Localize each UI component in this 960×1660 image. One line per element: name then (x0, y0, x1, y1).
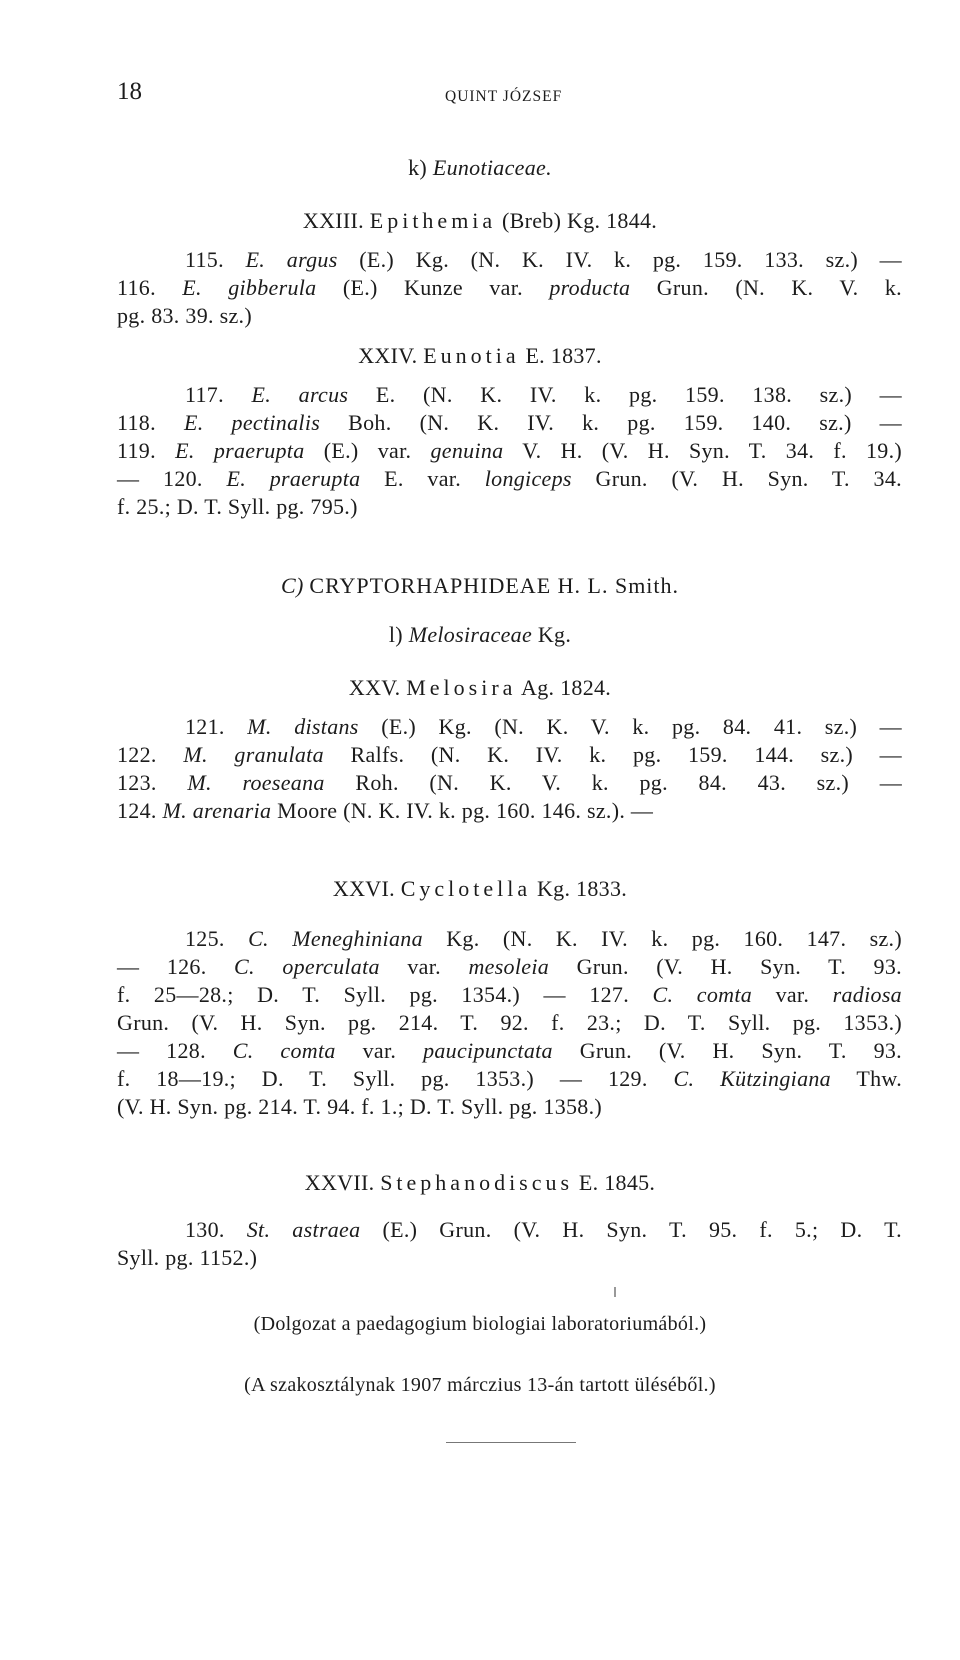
entry-line: 121. M. distans (E.) Kg. (N. K. V. k. pg. 84. 41. sz.) — (185, 714, 902, 739)
entry-line: Syll. pg. 1152.) (117, 1245, 258, 1270)
entry-line: — 128. C. comta var. paucipunctata Grun. (V. H. Syn. T. 93. (117, 1038, 902, 1063)
print-mark (614, 1287, 616, 1297)
entry-line: pg. 83. 39. sz.) (117, 303, 252, 328)
section-heading-C: C) CRYPTORHAPHIDEAE H. L. Smith. (280, 573, 680, 598)
page-number: 18 (117, 78, 142, 105)
section-heading-k: k) Eunotiaceae. (408, 155, 552, 180)
entry-line: 115. E. argus (E.) Kg. (N. K. IV. k. pg. 159. 133. sz.) — (185, 247, 902, 272)
entry-line: Grun. (V. H. Syn. pg. 214. T. 92. f. 23.; D. T. Syll. pg. 1353.) (117, 1010, 902, 1035)
entry-line: 124. M. arenaria Moore (N. K. IV. k. pg. 160. 146. sz.). — (117, 798, 654, 823)
entry-line: 123. M. roeseana Roh. (N. K. V. k. pg. 84. 43. sz.) — (117, 770, 902, 795)
entry-line: f. 25—28.; D. T. Syll. pg. 1354.) — 127. C. comta var. radiosa (117, 982, 902, 1007)
entry-line: 118. E. pectinalis Boh. (N. K. IV. k. pg. 159. 140. sz.) — (117, 410, 902, 435)
entry-line: (V. H. Syn. pg. 214. T. 94. f. 1.; D. T. Syll. pg. 1358.) (117, 1094, 603, 1119)
entry-line: 125. C. Meneghiniana Kg. (N. K. IV. k. pg. 160. 147. sz.) (185, 926, 902, 951)
genus-heading-epithemia: XXIII. Epithemia (Breb) Kg. 1844. (302, 208, 658, 233)
genus-heading-stephanodiscus: XXVII. Stephanodiscus E. 1845. (304, 1170, 656, 1195)
entry-line: — 126. C. operculata var. mesoleia Grun. (V. H. Syn. T. 93. (117, 954, 902, 979)
genus-heading-cyclotella: XXVI. Cyclotella Kg. 1833. (332, 876, 628, 901)
entry-line: — 120. E. praerupta E. var. longiceps Grun. (V. H. Syn. T. 34. (117, 466, 902, 491)
genus-heading-melosira: XXV. Melosira Ag. 1824. (348, 675, 612, 700)
running-head: QUINT JÓZSEF (445, 88, 563, 105)
entry-line: 119. E. praerupta (E.) var. genuina V. H. (V. H. Syn. T. 34. f. 19.) (117, 438, 902, 463)
entry-line: 116. E. gibberula (E.) Kunze var. producta Grun. (N. K. V. k. (117, 275, 902, 300)
entry-line: f. 25.; D. T. Syll. pg. 795.) (117, 494, 358, 519)
note-laboratory: (Dolgozat a paedagogium biologiai laboratoriumából.) (253, 1313, 707, 1335)
note-session: (A szakosztálynak 1907 márczius 13-án tartott üléséből.) (244, 1374, 716, 1396)
entry-line: f. 18—19.; D. T. Syll. pg. 1353.) — 129. C. Kützingiana Thw. (117, 1066, 902, 1091)
section-heading-l: l) Melosiraceae Kg. (388, 622, 572, 647)
entry-line: 130. St. astraea (E.) Grun. (V. H. Syn. T. 95. f. 5.; D. T. (185, 1217, 902, 1242)
entry-line: 122. M. granulata Ralfs. (N. K. IV. k. pg. 159. 144. sz.) — (117, 742, 902, 767)
entry-line: 117. E. arcus E. (N. K. IV. k. pg. 159. 138. sz.) — (185, 382, 902, 407)
genus-heading-eunotia: XXIV. Eunotia E. 1837. (358, 343, 602, 368)
closing-rule (446, 1442, 576, 1443)
